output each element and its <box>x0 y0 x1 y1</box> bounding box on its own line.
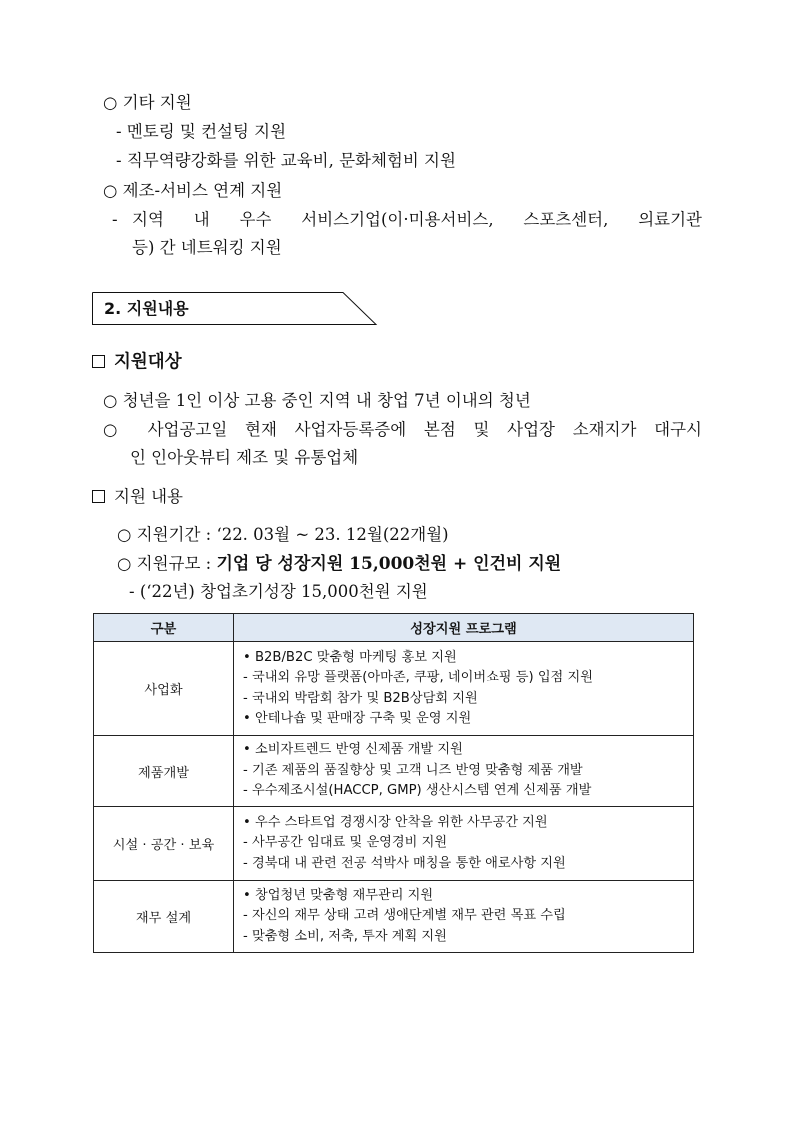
program-line: • 소비자트렌드 반영 신제품 개발 지원 <box>243 742 463 758</box>
program-cell <box>234 881 694 953</box>
table-row <box>94 642 694 736</box>
target-item-continuation: 인 인아웃뷰티 제조 및 유통업체 <box>130 448 359 467</box>
program-line: - 국내외 유망 플랫폼(아마존, 쿠팡, 네이버쇼핑 등) 입점 지원 <box>243 670 593 685</box>
program-line: - 기존 제품의 품질향상 및 고객 니즈 반영 맞춤형 제품 개발 <box>243 762 583 778</box>
content-heading-row <box>92 486 183 508</box>
table-row <box>94 881 694 953</box>
program-line: - 우수제조시설(HACCP, GMP) 생산시스템 연계 신제품 개발 <box>243 783 592 799</box>
target-heading-row <box>92 350 182 374</box>
other-support-item: - 직무역량강화를 위한 교육비, 문화체험비 지원 <box>116 151 456 170</box>
support-period: ○ 지원기간 : ‘22. 03월 ~ 23. 12월(22개월) <box>117 525 449 544</box>
category-cell: 사업화 <box>94 642 234 736</box>
linkage-item-line1: 지역 내 우수 서비스기업(이·미용서비스, 스포츠센터, 의료기관 <box>132 210 702 229</box>
program-line: - 자신의 재무 상태 고려 생애단계별 재무 관련 목표 수립 <box>243 908 566 924</box>
growth-program-table <box>93 613 694 953</box>
column-header-program: 성장지원 프로그램 <box>234 614 694 642</box>
checkbox-square-icon <box>92 355 105 368</box>
program-line: - 사무공간 임대료 및 운영경비 지원 <box>243 835 448 851</box>
program-line: - 국내외 박람회 참가 및 B2B상담회 지원 <box>243 690 478 706</box>
other-support-item: - 멘토링 및 컨설팅 지원 <box>116 122 287 141</box>
program-cell <box>234 642 694 736</box>
content-heading: 지원 내용 <box>114 487 184 506</box>
program-line: - 맞춤형 소비, 저축, 투자 계획 지원 <box>243 928 447 944</box>
table-row <box>94 807 694 881</box>
program-cell <box>234 807 694 881</box>
linkage-item-line2: 등) 간 네트워킹 지원 <box>132 238 282 257</box>
table-header-row <box>94 614 694 642</box>
program-line: • 창업청년 맞춤형 재무관리 지원 <box>243 887 434 903</box>
category-cell: 재무 설계 <box>94 881 234 953</box>
table-row <box>94 736 694 807</box>
support-scale-label: ○ 지원규모 : <box>117 554 217 573</box>
checkbox-square-icon <box>92 490 105 503</box>
program-line: • 안테나숍 및 판매장 구축 및 운영 지원 <box>243 711 472 726</box>
support-scale-row <box>117 553 561 575</box>
program-line: - 경북대 내 관련 전공 석박사 매칭을 통한 애로사항 지원 <box>243 855 566 871</box>
linkage-item-dash: - <box>112 210 118 229</box>
other-support-heading: ○ 기타 지원 <box>103 93 192 112</box>
support-sub-item: - (‘22년) 창업초기성장 15,000천원 지원 <box>129 582 428 601</box>
category-cell: 시설 · 공간 · 보육 <box>94 807 234 881</box>
section-title: 2. 지원내용 <box>104 299 189 318</box>
target-heading: 지원대상 <box>114 352 182 372</box>
program-line: • 우수 스타트업 경쟁시장 안착을 위한 사무공간 지원 <box>243 814 548 830</box>
target-item: ○ 청년을 1인 이상 고용 중인 지역 내 창업 7년 이내의 청년 <box>103 391 531 410</box>
linkage-heading: ○ 제조-서비스 연계 지원 <box>103 181 283 200</box>
category-cell: 제품개발 <box>94 736 234 807</box>
target-item: ○ 사업공고일 현재 사업자등록증에 본점 및 사업장 소재지가 대구시 <box>103 420 702 439</box>
program-line: • B2B/B2C 맞춤형 마케팅 홍보 지원 <box>243 649 457 665</box>
support-scale-value: 기업 당 성장지원 15,000천원 + 인건비 지원 <box>216 554 562 574</box>
program-cell <box>234 736 694 807</box>
column-header-category: 구분 <box>94 614 234 642</box>
